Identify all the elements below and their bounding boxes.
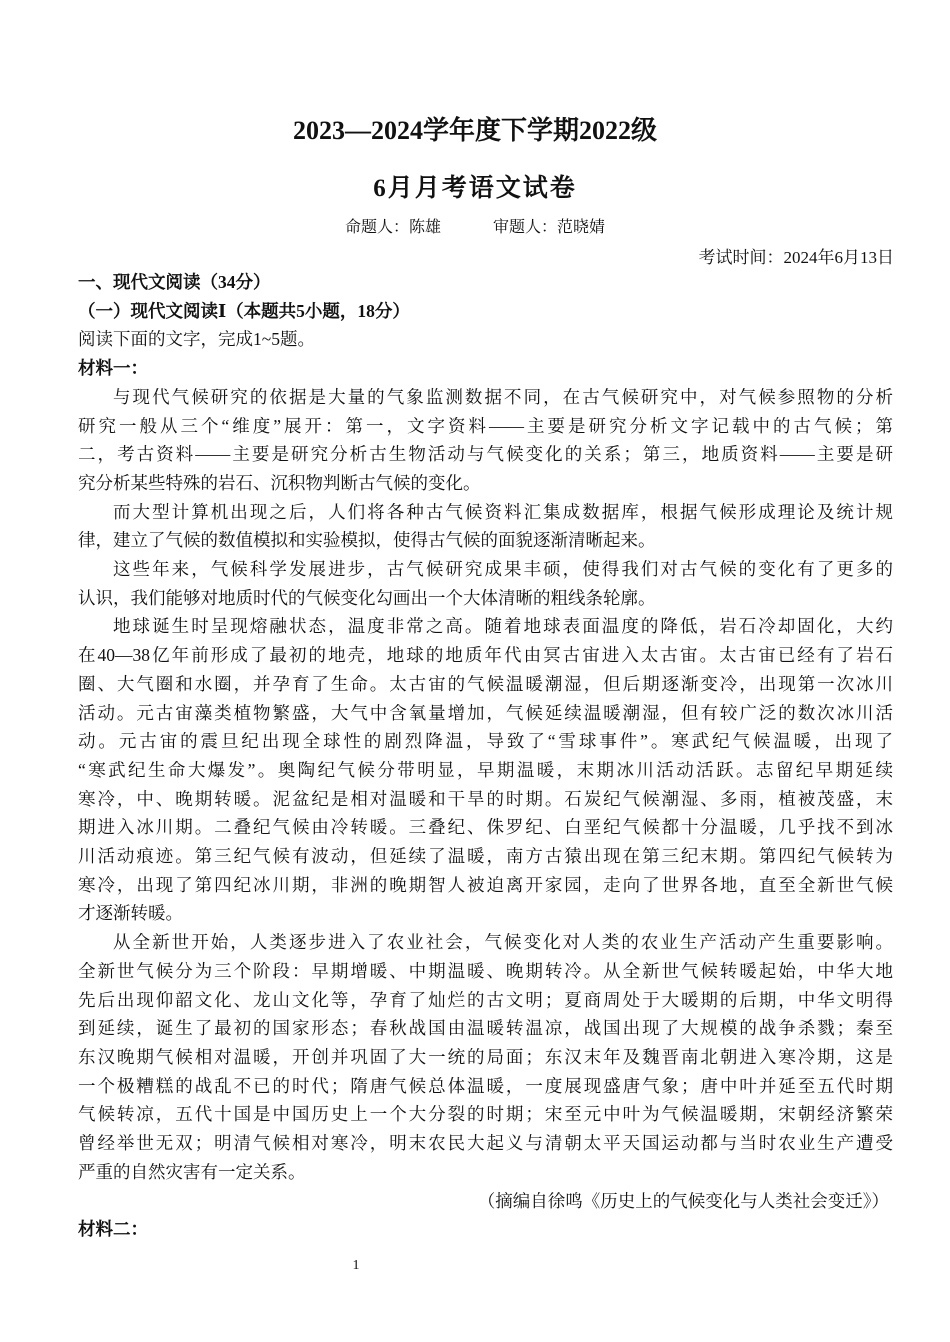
text-line: 全新世气候分为三个阶段：早期增暖、中期温暖、晚期转冷。从全新世气候转暖起始，中华大地 <box>78 960 893 981</box>
instruction: 阅读下面的文字，完成1~5题。 <box>78 329 315 350</box>
authors <box>0 214 950 237</box>
section-heading: 一、现代文阅读（34分） <box>78 272 271 292</box>
page-number: 1 <box>352 1258 360 1273</box>
text-line: 律，建立了气候的数值模拟和实验模拟，使得古气候的面貌逐渐清晰起来。 <box>78 530 656 551</box>
text-line: 而大型计算机出现之后，人们将各种古气候资料汇集成数据库，根据气候形成理论及统计规 <box>113 501 893 522</box>
paragraph <box>78 612 893 928</box>
text-line: 圈、大气圈和水圈，并孕育了生命。太古宙的气候温暖潮湿，但后期逐渐变冷，出现第一次冰川 <box>78 673 893 694</box>
section-subheading: （一）现代文阅读Ⅰ（本题共5小题，18分） <box>78 300 410 321</box>
paragraph <box>78 555 893 612</box>
text-line: 研究一般从三个“维度”展开：第一，文字资料——主要是研究分析文字记载中的古气候；第 <box>78 415 893 436</box>
text-line: 这些年来，气候科学发展进步，古气候研究成果丰硕，使得我们对古气候的变化有了更多的 <box>113 559 893 580</box>
document-body <box>78 268 893 1244</box>
text-line: 才逐渐转暖。 <box>78 903 183 924</box>
text-line: 寒冷，中、晚期转暖。泥盆纪是相对温暖和干旱的时期。石炭纪气候潮湿、多雨，植被茂盛，末 <box>78 788 893 809</box>
text-line: “寒武纪生命大爆发”。奥陶纪气候分带明显，早期温暖，末期冰川活动活跃。志留纪早期延续 <box>78 759 893 780</box>
material-1-label: 材料一： <box>78 358 148 379</box>
text-line: 二，考古资料——主要是研究分析古生物活动与气候变化的关系；第三，地质资料——主要是研 <box>78 444 893 465</box>
text-line: 严重的自然灾害有一定关系。 <box>78 1161 306 1182</box>
exam-date: 考试时间：2024年6月13日 <box>698 248 894 267</box>
text-line: 活动。元古宙藻类植物繁盛，大气中含氧量增加，气候延续温暖潮湿，但有较广泛的数次冰川活 <box>78 702 893 723</box>
text-line: 究分析某些特殊的岩石、沉积物判断古气候的变化。 <box>78 472 481 493</box>
text-line: 地球诞生时呈现熔融状态，温度非常之高。随着地球表面温度的降低，岩石冷却固化，大约 <box>113 616 893 637</box>
setter: 命题人：陈雄 <box>344 219 441 236</box>
text-line: 从全新世开始，人类逐步进入了农业社会，气候变化对人类的农业生产活动产生重要影响。 <box>113 932 893 953</box>
text-line: 认识，我们能够对地质时代的气候变化勾画出一个大体清晰的粗线条轮廓。 <box>78 587 656 608</box>
text-line: 气候转凉，五代十国是中国历史上一个大分裂的时期；宋至元中叶为气候温暖期，宋朝经济繁荣 <box>78 1104 893 1125</box>
text-line: 东汉晚期气候相对温暖，开创并巩固了大一统的局面；东汉末年及魏晋南北朝进入寒冷期，这是 <box>78 1046 893 1067</box>
citation: （摘编自徐鸣《历史上的气候变化与人类社会变迁》） <box>477 1190 889 1211</box>
text-line: 寒冷，出现了第四纪冰川期，非洲的晚期智人被迫离开家园，走向了世界各地，直至全新世气候 <box>78 874 893 895</box>
paragraph <box>78 928 893 1186</box>
text-line: 到延续，诞生了最初的国家形态；春秋战国由温暖转温凉，战国出现了大规模的战争杀戮；秦至 <box>78 1018 893 1039</box>
text-line: 川活动痕迹。第三纪气候有波动，但延续了温暖，南方古猿出现在第三纪末期。第四纪气候转为 <box>78 846 893 867</box>
paragraph <box>78 498 893 555</box>
text-line: 曾经举世无双；明清气候相对寒冷，明末农民大起义与清朝太平天国运动都与当时农业生产遭受 <box>78 1133 893 1154</box>
text-line: 期进入冰川期。二叠纪气候由冷转暖。三叠纪、侏罗纪、白垩纪气候都十分温暖，几乎找不到冰 <box>78 817 893 838</box>
text-line: 先后出现仰韶文化、龙山文化等，孕育了灿烂的古文明；夏商周处于大暖期的后期，中华文明得 <box>78 989 893 1010</box>
text-line: 动。元古宙的震旦纪出现全球性的剧烈降温，导致了“雪球事件”。寒武纪气候温暖，出现了 <box>78 731 893 752</box>
paragraph <box>78 383 893 498</box>
exam-subtitle: 6月月考语文试卷 <box>373 175 577 202</box>
material-2-label: 材料二： <box>78 1219 148 1240</box>
material-1-text <box>78 383 893 1187</box>
text-line: 与现代气候研究的依据是大量的气象监测数据不同，在古气候研究中，对气候参照物的分析 <box>113 386 893 407</box>
text-line: 在40—38亿年前形成了最初的地壳，地球的地质年代由冥古宙进入太古宙。太古宙已经有了岩石 <box>78 645 893 666</box>
text-line: 一个极糟糕的战乱不已的时代；隋唐气候总体温暖，一度展现盛唐气象；唐中叶并延至五代时期 <box>78 1075 893 1096</box>
exam-title: 2023—2024学年度下学期2022级 <box>292 116 657 145</box>
reviewer: 审题人：范晓婧 <box>493 219 606 236</box>
